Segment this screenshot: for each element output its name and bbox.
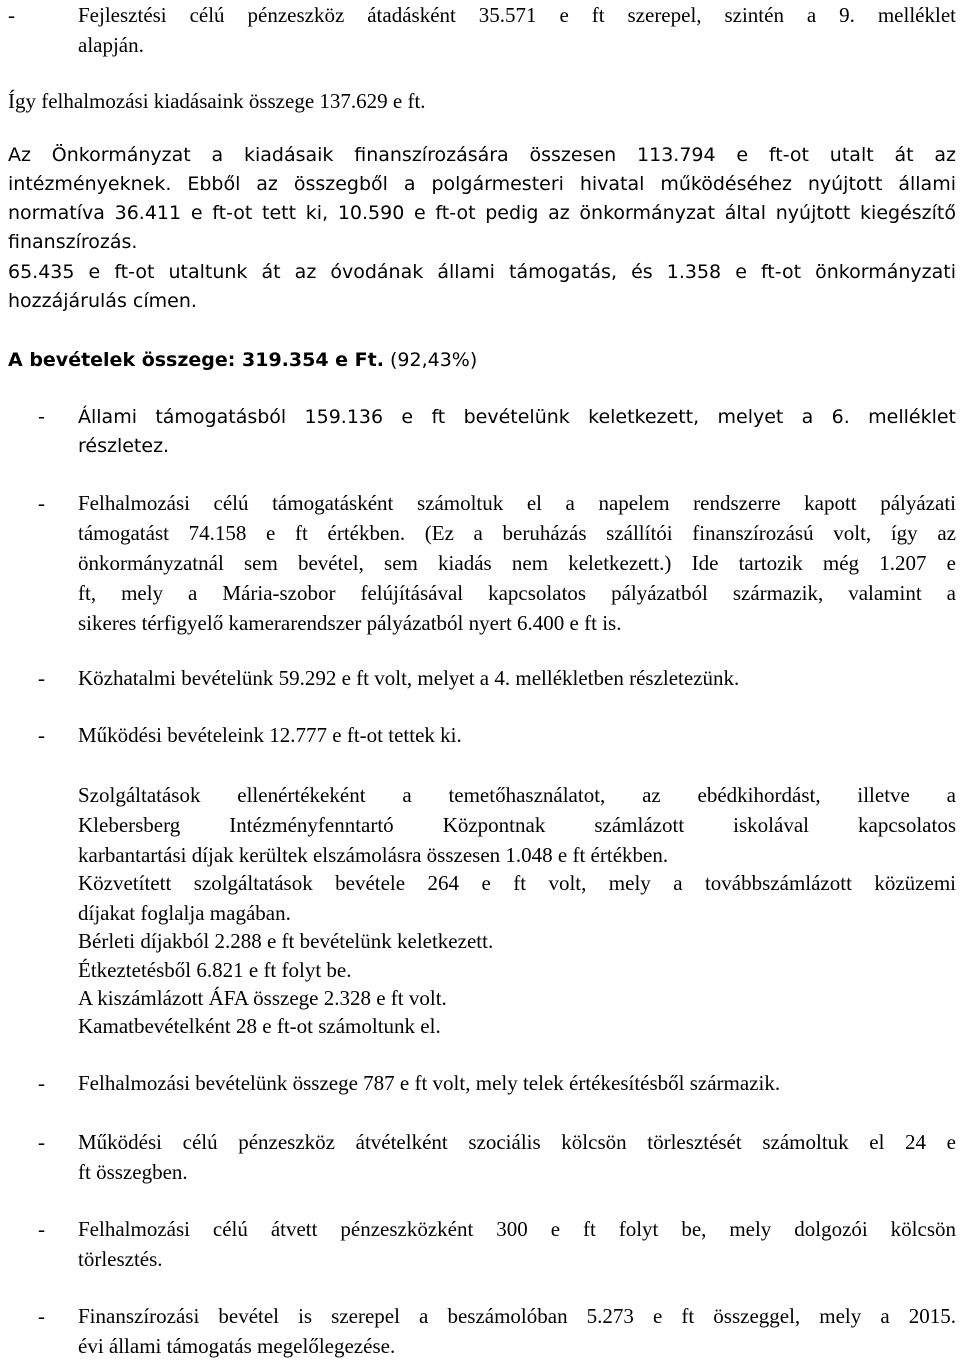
bullet-felhalmozasi-bevetel: [8, 1068, 956, 1098]
text-line: évi állami támogatás megelőlegezése.: [78, 1334, 396, 1358]
text-line: normatíva 36.411 e ft-ot tett ki, 10.590 e ft-ot pedig az önkormányzat által nyújtott kiegészítő: [8, 202, 956, 224]
bullet-dash: -: [38, 666, 45, 690]
text-line: támogatást 74.158 e ft értékben. (Ez a beruházás szállítói finanszírozású volt, így az: [78, 521, 956, 545]
text-line: önkormányzatnál sem bevétel, sem kiadás nem keletkezett.) Ide tartozik még 1.207 e: [78, 551, 956, 575]
text-line: A kiszámlázott ÁFA összege 2.328 e ft volt.: [78, 986, 447, 1010]
text-line: Felhalmozási célú támogatásként számoltuk el a napelem rendszerre kapott pályázati: [78, 491, 956, 515]
text-line: díjakat foglalja magában.: [78, 901, 291, 925]
text-line: Működési célú pénzeszköz átvételként szociális kölcsön törlesztését számoltuk el 24 e: [78, 1130, 956, 1154]
text-line: Szolgáltatások ellenértékeként a temetőhasználatot, az ebédkihordást, illetve a: [78, 783, 956, 807]
section-heading-bevetelek: [8, 346, 956, 375]
text-line: Klebersberg Intézményfenntartó Központnak számlázott iskolával kapcsolatos: [78, 813, 956, 837]
text-line: Az Önkormányzat a kiadásaik finanszírozására összesen 113.794 e ft-ot utalt át az: [8, 144, 956, 166]
text-line: 65.435 e ft-ot utaltunk át az óvodának állami támogatás, és 1.358 e ft-ot önkormányzati: [8, 261, 956, 283]
heading-bold: A bevételek összege: 319.354 e Ft.: [8, 349, 384, 371]
text-line: ft összegben.: [78, 1160, 188, 1184]
text-line: karbantartási díjak kerültek elszámolásra összesen 1.048 e ft értékben.: [78, 843, 669, 867]
text-line: sikeres térfigyelő kamerarendszer pályázatból nyert 6.400 e ft is.: [78, 611, 622, 635]
text-line: Közhatalmi bevételünk 59.292 e ft volt, melyet a 4. mellékletben részletezünk.: [78, 666, 740, 690]
text-line: részletez.: [78, 435, 170, 457]
text-line: Fejlesztési célú pénzeszköz átadásként 35.571 e ft szerepel, szintén a 9. melléklet: [78, 3, 956, 27]
text-line: Felhalmozási bevételünk összege 787 e ft volt, mely telek értékesítésből származik.: [78, 1071, 781, 1095]
paragraph-felhalmozasi-kiadasok: [8, 86, 956, 116]
paragraph-berleti: [8, 926, 956, 956]
text-line: intézményeknek. Ebből az összegből a polgármesteri hivatal működéséhez nyújtott állami: [8, 173, 956, 195]
bullet-mukodesi-penzeszkoz: [8, 1127, 956, 1187]
bullet-fejlesztesi: [8, 0, 956, 60]
text-line: Finanszírozási bevétel is szerepel a beszámolóban 5.273 e ft összeggel, mely a 2015.: [78, 1304, 956, 1328]
text-line: Bérleti díjakból 2.288 e ft bevételünk keletkezett.: [78, 929, 494, 953]
paragraph-ovoda-tamogatas: [8, 258, 956, 316]
paragraph-szolgaltatasok: [8, 780, 956, 870]
bullet-dash: -: [38, 1304, 45, 1328]
bullet-kozhatalmi: [8, 663, 956, 693]
bullet-dash: -: [38, 1071, 45, 1095]
bullet-dash: -: [38, 406, 45, 428]
paragraph-afa: [8, 983, 956, 1013]
bullet-allami-tamogatas: [8, 403, 956, 461]
text-line: Így felhalmozási kiadásaink összege 137.629 e ft.: [8, 89, 426, 113]
bullet-dash: -: [38, 723, 45, 747]
text-line: Felhalmozási célú átvett pénzeszközként 300 e ft folyt be, mely dolgozói kölcsön: [78, 1217, 956, 1241]
text-line: törlesztés.: [78, 1247, 163, 1271]
text-line: alapján.: [78, 33, 144, 57]
bullet-mukodesi-bevetelek: [8, 720, 956, 750]
paragraph-etkeztetes: [8, 955, 956, 985]
paragraph-kamat: [8, 1011, 956, 1041]
text-line: Állami támogatásból 159.136 e ft bevételünk keletkezett, melyet a 6. melléklet: [78, 406, 956, 428]
text-line: Közvetített szolgáltatások bevétele 264 e ft volt, mely a továbbszámlázott közüzemi: [78, 871, 956, 895]
bullet-dash: -: [38, 491, 45, 515]
text-line: ft, mely a Mária-szobor felújításával kapcsolatos pályázatból származik, valamint a: [78, 581, 956, 605]
text-line: Kamatbevételként 28 e ft-ot számoltunk el.: [78, 1014, 441, 1038]
bullet-felhalmozasi-atvett: [8, 1214, 956, 1274]
text-line: finanszírozás.: [8, 231, 138, 253]
text-line: Étkeztetésből 6.821 e ft folyt be.: [78, 958, 352, 982]
paragraph-onkormanyzat-finanszirozas: [8, 141, 956, 257]
paragraph-kozvetitett: [8, 868, 956, 928]
bullet-felhalmozasi-tamogatas: [8, 488, 956, 638]
bullet-dash: -: [38, 1130, 45, 1154]
bullet-dash: -: [38, 1217, 45, 1241]
bullet-dash: -: [8, 3, 15, 27]
text-line: hozzájárulás címen.: [8, 290, 197, 312]
bullet-finanszirozasi-bevetel: [8, 1301, 956, 1361]
heading-percent: (92,43%): [383, 349, 478, 371]
text-line: Működési bevételeink 12.777 e ft-ot tettek ki.: [78, 723, 462, 747]
